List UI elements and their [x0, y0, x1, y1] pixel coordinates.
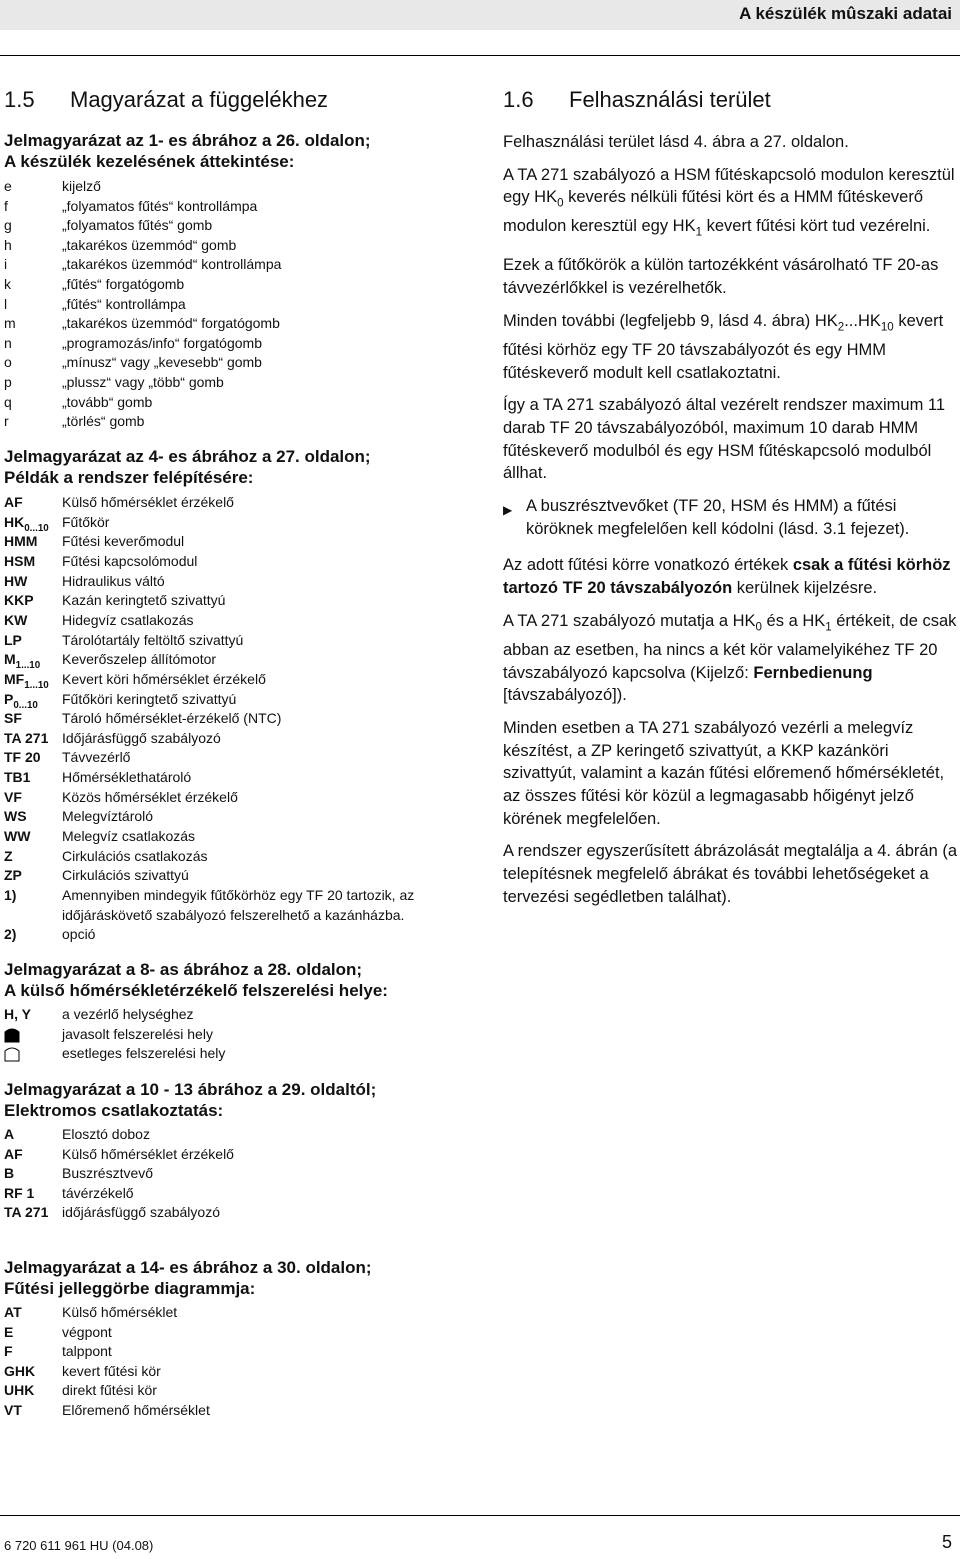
legend-value: „mínusz“ vagy „kevesebb“ gomb — [62, 354, 262, 371]
section-number: 1.5 — [4, 87, 35, 112]
legend-key: VT — [4, 1402, 22, 1418]
legend-key: TB1 — [4, 769, 31, 786]
legend-item — [4, 334, 474, 353]
legend-item — [4, 1303, 474, 1322]
body-text — [503, 131, 958, 919]
legend-item — [4, 709, 474, 728]
legend-value: Buszrésztvevő — [62, 1165, 154, 1182]
legend-key: g — [4, 217, 12, 234]
legend-value: „plussz“ vagy „több“ gomb — [62, 374, 224, 390]
legend-value: Külső hőmérséklet érzékelő — [62, 1145, 234, 1162]
paragraph: Minden esetben a TA 271 szabályozó vezérli a melegvíz készítést, a ZP keringető szivattyút, a KKP kazánköri szivattyút, valamint a kazán fűtési előremenő hőmérsékletét, az összes fűtési kör közül a legmagasabb hőigényt jelző körének megfelelően. — [503, 718, 945, 828]
legend-value: Hidegvíz csatlakozás — [62, 611, 194, 628]
legend-key: e — [4, 178, 12, 194]
legend-item — [4, 788, 474, 807]
legend-item — [4, 216, 474, 235]
legend-heading-line: Jelmagyarázat az 4- es ábrához a 27. oldalon; — [4, 447, 371, 466]
legend-key: B — [4, 1165, 15, 1182]
legend-value: „takarékos üzemmód“ kontrollámpa — [62, 256, 282, 273]
legend-key: KW — [4, 611, 28, 628]
legend-heading-4 — [4, 1079, 376, 1121]
legend-key: A — [4, 1126, 15, 1142]
legend-item — [4, 353, 474, 372]
legend-key: f — [4, 197, 8, 214]
legend-item — [4, 1025, 474, 1044]
legend-item — [4, 1362, 474, 1381]
legend-item — [4, 295, 474, 314]
legend-key: RF 1 — [4, 1184, 35, 1201]
legend-key: UHK — [4, 1382, 35, 1399]
legend-item — [4, 373, 474, 392]
legend-heading-line: Jelmagyarázat az 1- es ábrához a 26. oldalon; — [4, 131, 371, 150]
legend-key: HSM — [4, 552, 36, 569]
legend-item — [4, 1044, 474, 1063]
legend-value: Külső hőmérséklet — [62, 1304, 178, 1320]
paragraph: Ezek a fűtőkörök a külön tartozékként vásárolható TF 20-as távvezérlőkkel is vezérelhetők. — [503, 256, 939, 298]
paragraph: Minden további (legfeljebb 9, lásd 4. ábra) $HK_2...HK_{10}$ kevert fűtési körhöz egy TF 20 távszabályozót és egy HMM fűtéskeverő modult kell csatlakoztatni. — [503, 311, 944, 382]
page-header-title: A készülék mûszaki adatai — [739, 4, 952, 23]
legend-key: HW — [4, 572, 28, 589]
legend-heading-2 — [4, 446, 371, 488]
legend-key: TA 271 — [4, 1204, 49, 1221]
legend-key: TF 20 — [4, 749, 41, 766]
paragraph: Az adott fűtési körre vonatkozó értékek csak a fűtési körhöz tartozó TF 20 távszabályozón kerülnek kijelzésre. — [503, 556, 951, 598]
legend-heading-line: Elektromos csatlakoztatás: — [4, 1101, 224, 1120]
legend-item — [4, 572, 474, 591]
legend-key: VF — [4, 788, 22, 805]
legend-item — [4, 1401, 474, 1420]
legend-key: i — [4, 256, 8, 273]
legend-key: WW — [4, 828, 31, 845]
legend-item — [4, 591, 474, 610]
legend-heading-line: Példák a rendszer felépítésére: — [4, 468, 254, 487]
paragraph: A TA 271 szabályozó a HSM fűtéskapcsoló modulon keresztül egy $HK_0$ keverés nélküli fűtési kört és a HMM fűtéskeverő modulon keresztül egy $HK_1$ kevert fűtési kört tud vezérelni. — [503, 165, 955, 239]
paragraph: Felhasználási terület lásd 4. ábra a 27. oldalon. — [503, 133, 849, 151]
legend-item — [4, 532, 474, 551]
legend-value: Cirkulációs szivattyú — [62, 867, 189, 884]
legend-key: F — [4, 1343, 13, 1360]
legend-item — [4, 1381, 474, 1400]
legend-key: $HK_{0...10}$ — [4, 513, 49, 534]
legend-key: ZP — [4, 867, 22, 884]
legend-value: kevert fűtési kör — [62, 1362, 161, 1379]
legend-value: Külső hőmérséklet érzékelő — [62, 494, 234, 510]
legend-key: E — [4, 1323, 14, 1340]
legend-value: „törlés“ gomb — [62, 413, 145, 430]
legend-item — [4, 393, 474, 412]
legend-value: a vezérlő helységhez — [62, 1006, 194, 1022]
legend-value: kijelző — [62, 178, 101, 194]
legend-key: HMM — [4, 533, 38, 550]
legend-item — [4, 611, 474, 630]
legend-value: „fűtés“ forgatógomb — [62, 276, 185, 292]
legend-key: AF — [4, 1145, 23, 1162]
legend-value: esetleges felszerelési hely — [62, 1045, 226, 1061]
legend-value: „folyamatos fűtés“ gomb — [62, 217, 213, 234]
outline-house-icon — [4, 1044, 20, 1062]
section-number: 1.6 — [503, 87, 534, 112]
legend-value: „folyamatos fűtés“ kontrollámpa — [62, 197, 258, 214]
legend-value: „programozás/info“ forgatógomb — [62, 334, 262, 351]
legend-key: 1) — [4, 887, 17, 903]
legend-item — [4, 886, 474, 905]
legend-value: Melegvíztároló — [62, 808, 154, 825]
legend-key: H, Y — [4, 1006, 31, 1022]
legend-heading-5 — [4, 1257, 372, 1299]
legend-key: Z — [4, 847, 13, 864]
legend-item — [4, 1145, 474, 1164]
legend-item — [4, 1323, 474, 1342]
legend-item — [4, 236, 474, 255]
legend-item — [4, 866, 474, 885]
legend-item — [4, 650, 474, 669]
legend-value: opció — [62, 926, 96, 943]
legend-value: Amennyiben mindegyik fűtőkörhöz egy TF 20 tartozik, az — [62, 887, 415, 903]
document-id: 6 720 611 961 HU (04.08) — [4, 1538, 154, 1553]
legend-key: n — [4, 334, 12, 351]
legend-value: időjárásfüggő szabályozó — [62, 1204, 220, 1221]
legend-value: Elosztó doboz — [62, 1126, 150, 1142]
legend-item — [4, 493, 474, 512]
footer-divider — [0, 1515, 960, 1516]
legend-key: m — [4, 315, 16, 332]
legend-value: Hőmérséklethatároló — [62, 769, 192, 786]
legend-value: Fűtési keverőmodul — [62, 533, 185, 550]
legend-heading-line: Fűtési jelleggörbe diagrammja: — [4, 1279, 256, 1298]
legend-item — [4, 1342, 474, 1361]
section-heading-1-5 — [4, 87, 328, 113]
paragraph: A rendszer egyszerűsített ábrázolását megtalálja a 4. ábrán (a telepítésnek megfelelő ábrákat és további lehetőségeket a tervezési segédletben találhat). — [503, 842, 957, 906]
legend-key: WS — [4, 808, 27, 825]
legend-key: o — [4, 354, 12, 371]
legend-item — [4, 690, 474, 709]
legend-item — [4, 729, 474, 748]
legend-value: Melegvíz csatlakozás — [62, 828, 196, 845]
legend-item — [4, 670, 474, 689]
legend-item — [4, 847, 474, 866]
legend-key: r — [4, 413, 9, 430]
legend-value: „takarékos üzemmód“ forgatógomb — [62, 315, 280, 332]
legend-item — [4, 1184, 474, 1203]
legend-value: Cirkulációs csatlakozás — [62, 847, 208, 864]
header-divider — [0, 55, 960, 56]
legend-value: Időjárásfüggő szabályozó — [62, 729, 221, 746]
bullet-item: ▶ A buszrésztvevőket (TF 20, HSM és HMM) a fűtési köröknek megfelelően kell kódolni (lásd. 3.1 fejezet). — [503, 497, 910, 538]
legend-item — [4, 314, 474, 333]
legend-value: Előremenő hőmérséklet — [62, 1402, 210, 1418]
legend-key: AT — [4, 1304, 22, 1320]
legend-key — [4, 1044, 20, 1067]
legend-key: KKP — [4, 592, 34, 609]
legend-value: direkt fűtési kör — [62, 1382, 157, 1399]
legend-item — [4, 513, 474, 532]
legend-key: $M_{1...10}$ — [4, 651, 41, 671]
legend-value: Közös hőmérséklet érzékelő — [62, 788, 238, 805]
legend-item — [4, 177, 474, 196]
legend-heading-line: Jelmagyarázat a 14- es ábrához a 30. oldalon; — [4, 1258, 372, 1277]
legend-key: LP — [4, 631, 22, 648]
triangle-bullet-icon: ▶ — [503, 503, 513, 518]
legend-item — [4, 1005, 474, 1024]
legend-item — [4, 768, 474, 787]
page-number: 5 — [941, 1532, 952, 1552]
legend-value: „fűtés“ kontrollámpa — [62, 295, 186, 312]
legend-key: $MF_{1...10}$ — [4, 670, 49, 691]
legend-key: GHK — [4, 1362, 36, 1379]
legend-heading-line: Jelmagyarázat a 8- as ábrához a 28. oldalon; — [4, 960, 363, 979]
legend-value: végpont — [62, 1323, 112, 1340]
legend-item — [4, 1164, 474, 1183]
legend-item — [4, 255, 474, 274]
legend-value: javasolt felszerelési hely — [62, 1025, 213, 1042]
legend-key: k — [4, 276, 11, 292]
legend-value: talppont — [62, 1343, 112, 1360]
legend-value: Távvezérlő — [62, 749, 131, 766]
legend-item — [4, 748, 474, 767]
paragraph: Így a TA 271 szabályozó által vezérelt rendszer maximum 11 darab TF 20 távszabályozóból, maximum 10 darab HMM fűtéskeverő modulból és egy HSM fűtéskapcsoló modulból állhat. — [503, 396, 946, 483]
legend-value: Kevert köri hőmérséklet érzékelő — [62, 670, 266, 687]
legend-key: p — [4, 374, 12, 390]
legend-heading-line: A külső hőmérsékletérzékelő felszerelési helye: — [4, 981, 388, 1000]
section-title: Felhasználási terület — [569, 87, 771, 112]
legend-value: Tárolótartály feltöltő szivattyú — [62, 631, 244, 648]
legend-item — [4, 631, 474, 650]
legend-item — [4, 412, 474, 431]
legend-item — [4, 807, 474, 826]
legend-value: Fűtőkör — [62, 513, 110, 530]
legend-item — [4, 552, 474, 571]
legend-heading-1 — [4, 130, 371, 172]
legend-item — [4, 1203, 474, 1222]
legend-heading-3 — [4, 959, 388, 1001]
section-heading-1-6 — [503, 87, 771, 113]
legend-key: l — [4, 295, 8, 312]
legend-item — [4, 1125, 474, 1144]
legend-key: 2) — [4, 926, 17, 943]
legend-key: $P_{0...10}$ — [4, 690, 38, 711]
legend-value: időjáráskövető szabályozó felszerelhető a kazánházba. — [62, 906, 405, 923]
legend-value: távérzékelő — [62, 1184, 134, 1201]
legend-key: q — [4, 393, 12, 410]
section-title: Magyarázat a függelékhez — [70, 87, 329, 112]
legend-value: Hidraulikus váltó — [62, 572, 165, 589]
paragraph: A TA 271 szabályozó mutatja a $HK_0$ és a $HK_1$ értékeit, de csak abban az esetben, ha nincs a két kör valamelyikéhez TF 20 távszabályozó kapcsolva (Kijelző: Fernbedienung [távszabályozó]). — [503, 611, 957, 705]
legend-key: AF — [4, 494, 23, 510]
legend-value: „tovább“ gomb — [62, 393, 153, 410]
legend-item — [4, 827, 474, 846]
legend-value: Kazán keringtető szivattyú — [62, 592, 226, 609]
legend-key: h — [4, 236, 12, 253]
legend-item — [4, 906, 474, 925]
legend-item — [4, 275, 474, 294]
legend-heading-line: Jelmagyarázat a 10 - 13 ábrához a 29. oldaltól; — [4, 1080, 377, 1099]
legend-item — [4, 197, 474, 216]
legend-value: Tároló hőmérséklet-érzékelő (NTC) — [62, 710, 282, 727]
legend-value: Keverőszelep állítómotor — [62, 651, 217, 668]
legend-value: Fűtési kapcsolómodul — [62, 552, 198, 569]
legend-item — [4, 925, 474, 944]
legend-value: Fűtőköri keringtető szivattyú — [62, 690, 237, 707]
legend-key: SF — [4, 710, 22, 727]
filled-house-icon — [4, 1025, 20, 1043]
legend-key: TA 271 — [4, 729, 49, 746]
legend-heading-line: A készülék kezelésének áttekintése: — [4, 152, 295, 171]
legend-value: „takarékos üzemmód“ gomb — [62, 236, 237, 253]
